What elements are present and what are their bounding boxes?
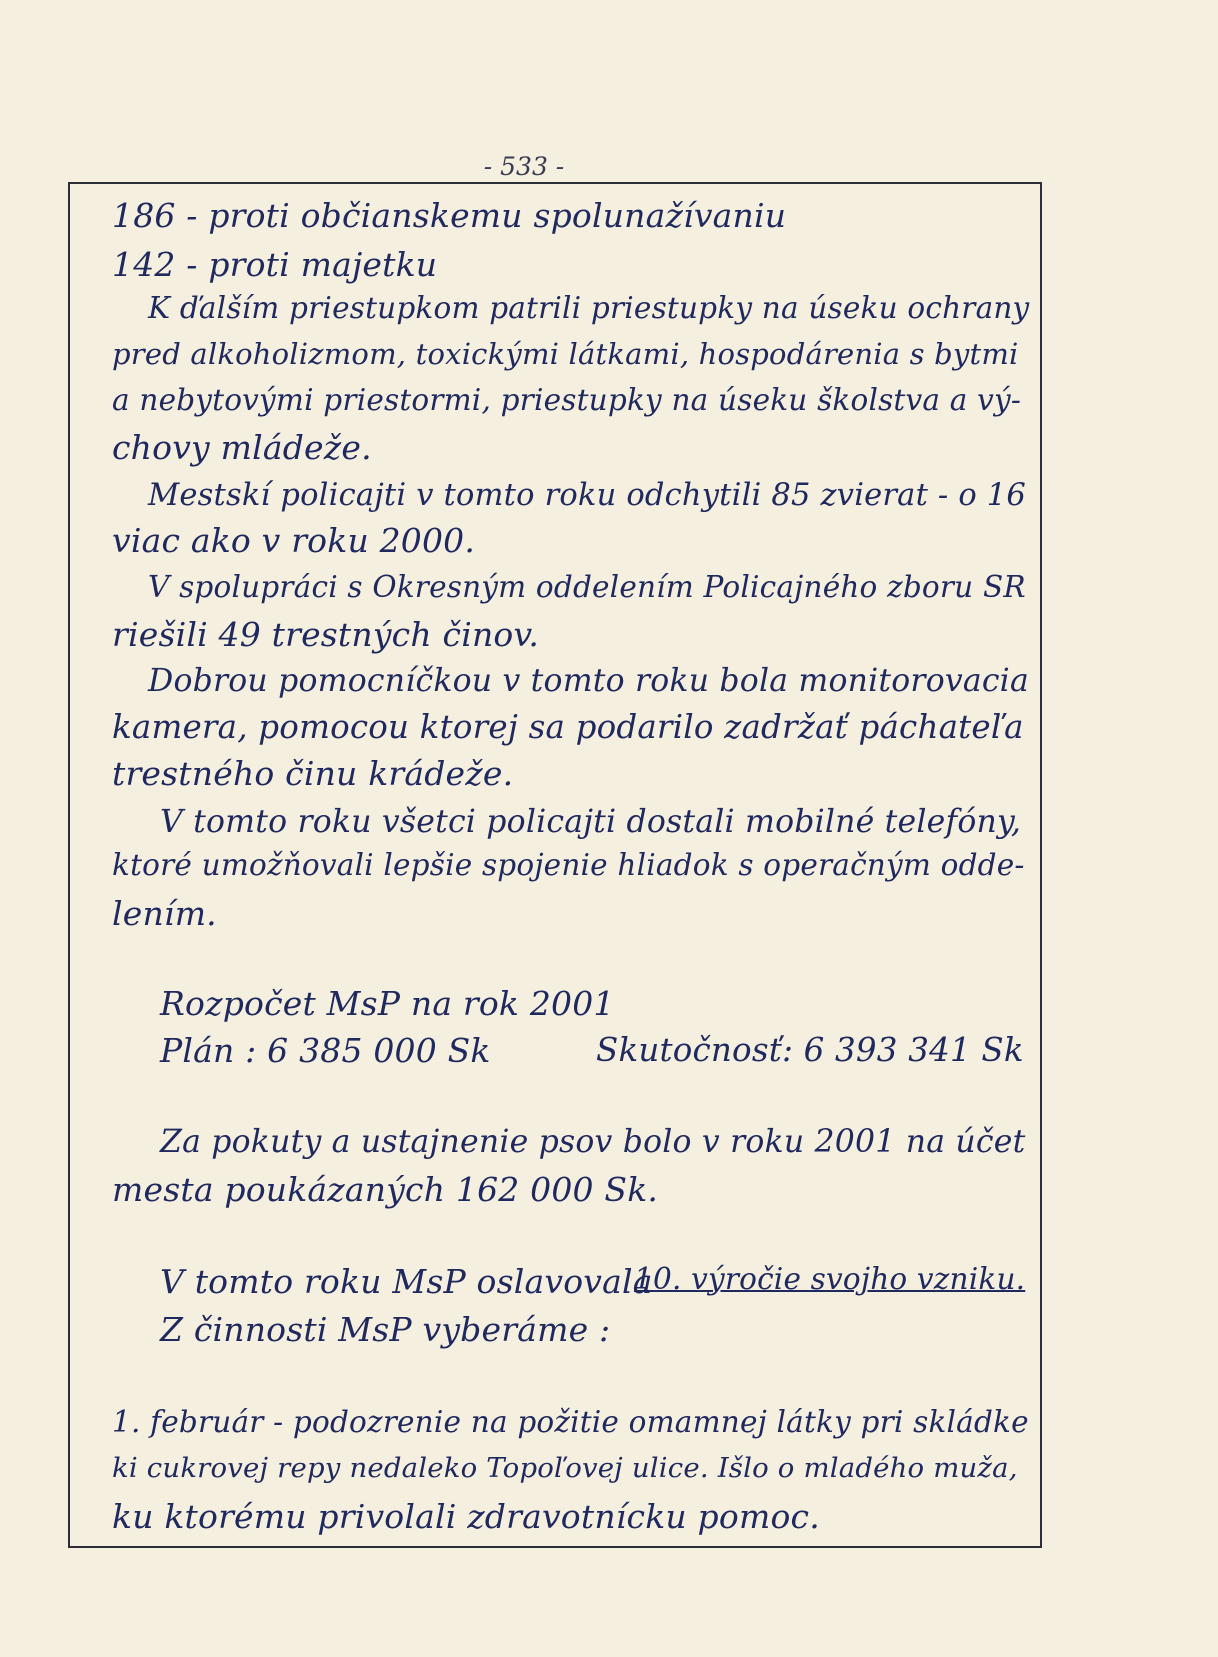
text-line-3: K ďalším priestupkom patrili priestupky na úseku ochrany [148,291,1030,325]
text-line-7: Mestskí policajti v tomto roku odchytili 85 zvierat - o 16 [148,478,1026,513]
text-line-6: chovy mládeže. [112,428,372,467]
text-line-1: 186 - proti občianskemu spolunažívaniu [112,196,787,235]
text-line-14: V tomto roku všetci policajti dostali mobilné telefóny, [160,804,1022,840]
text-line-8: viac ako v roku 2000. [112,521,476,560]
budget-plan: Plán : 6 385 000 Sk [160,1031,491,1070]
text-line-fines-2: mesta poukázaných 162 000 Sk. [112,1170,659,1209]
text-line-activities: Z činnosti MsP vyberáme : [160,1310,611,1349]
text-anniversary-underlined: 10. výročie svojho vzniku. [634,1262,1026,1296]
text-line-entry-1: 1. február - podozrenie na požitie omamnej látky pri skládke [112,1405,1029,1439]
text-line-5: a nebytovými priestormi, priestupky na úseku školstva a vý- [112,383,1021,417]
text-line-anniversary: V tomto roku MsP oslavovala [160,1262,653,1301]
text-line-15: ktoré umožňovali lepšie spojenie hliadok s operačným odde- [112,848,1025,882]
page-number: - 533 - [483,152,565,181]
text-line-16: lením. [112,894,217,933]
budget-actual: Skutočnosť: 6 393 341 Sk [596,1031,1024,1069]
text-line-12: kamera, pomocou ktorej sa podarilo zadržať páchateľa [112,708,1024,746]
text-line-entry-3: ku ktorému privolali zdravotnícku pomoc. [112,1497,820,1536]
text-line-13: trestného činu krádeže. [112,754,514,793]
text-line-10: riešili 49 trestných činov. [112,615,540,654]
text-line-4: pred alkoholizmom, toxickými látkami, hospodárenia s bytmi [112,337,1019,371]
text-line-fines-1: Za pokuty a ustajnenie psov bolo v roku 2001 na účet [160,1124,1026,1160]
text-line-9: V spolupráci s Okresným oddelením Policajného zboru SR [148,570,1026,604]
text-line-11: Dobrou pomocníčkou v tomto roku bola monitorovacia [148,663,1029,699]
text-line-2: 142 - proti majetku [112,245,438,284]
budget-heading: Rozpočet MsP na rok 2001 [160,984,615,1023]
text-line-entry-2: ki cukrovej repy nedaleko Topoľovej ulice. Išlo o mladého muža, [112,1452,1018,1484]
